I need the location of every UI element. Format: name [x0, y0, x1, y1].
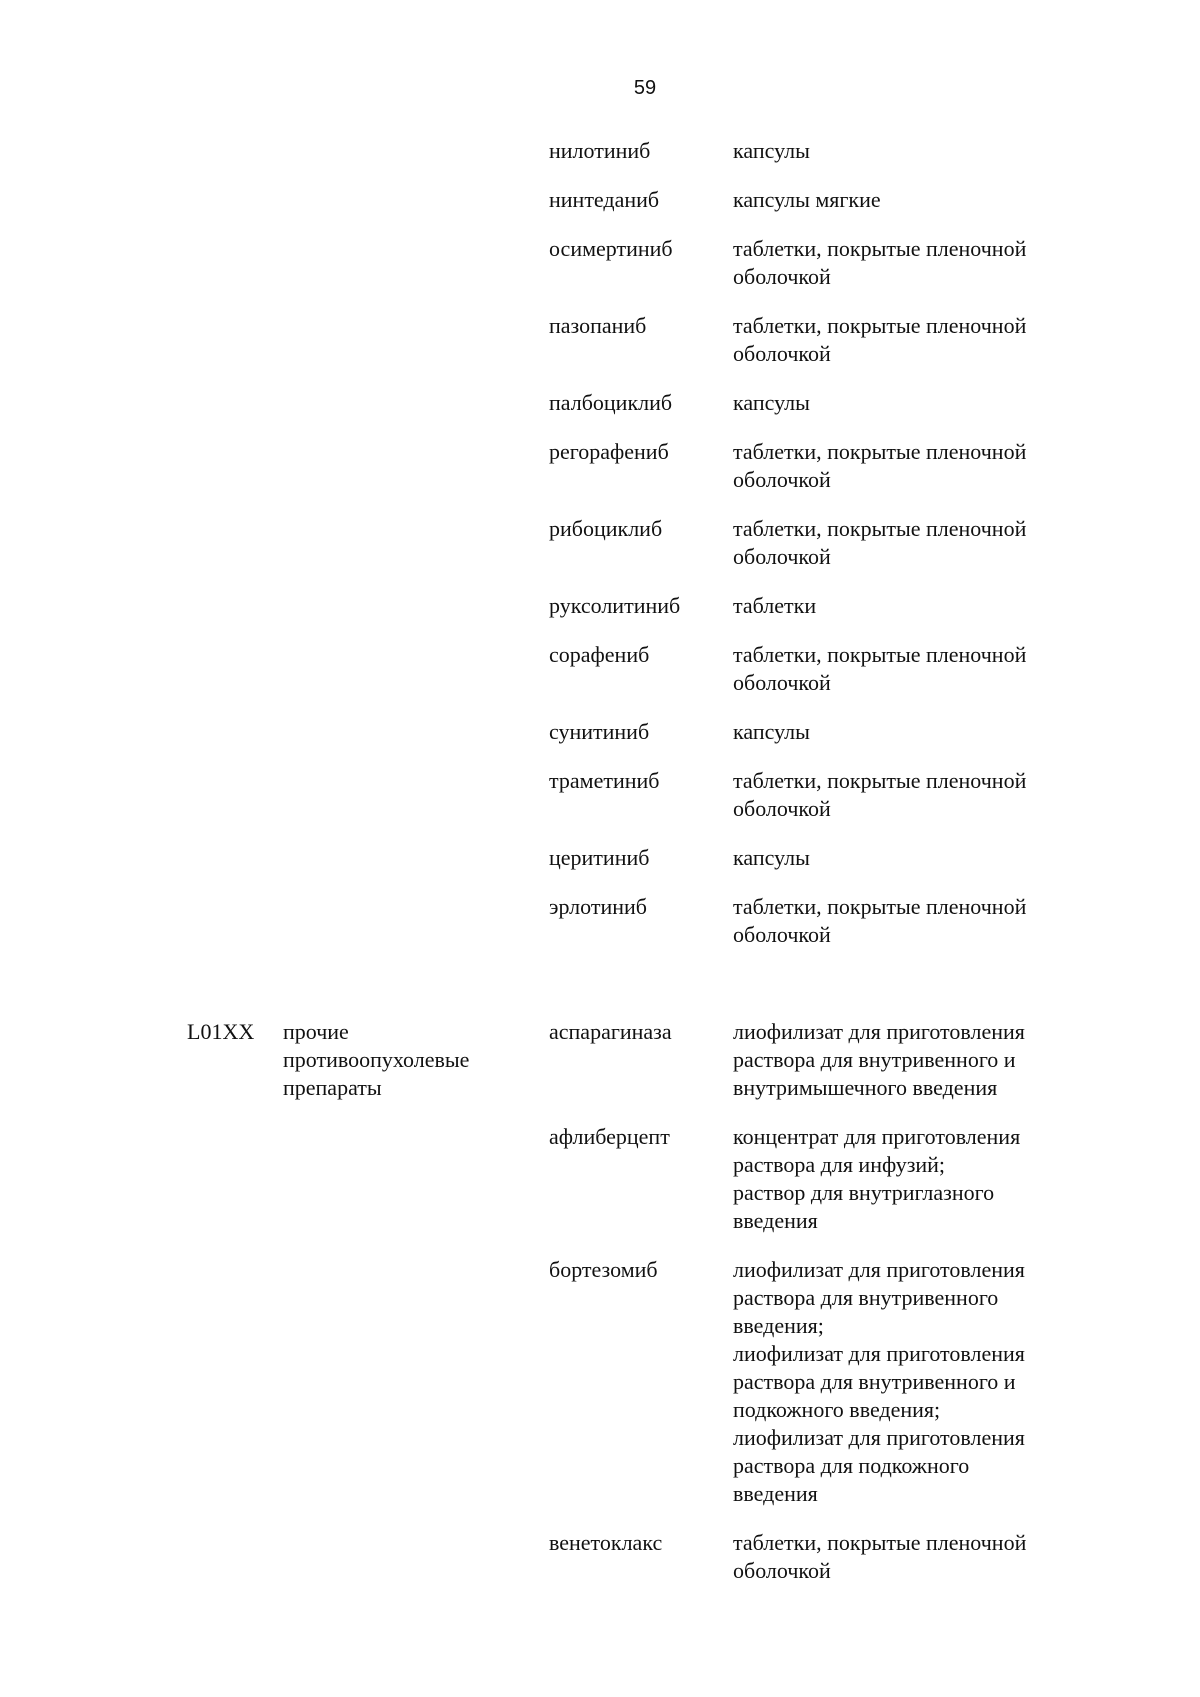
- drug-name: эрлотиниб: [549, 894, 647, 919]
- drug-name: осимертиниб: [549, 236, 673, 261]
- dosage-form: таблетки: [733, 593, 817, 618]
- dosage-form: лиофилизат для приготовления раствора для внутривенного введения; лиофилизат для приготовления раствора для внутривенного и подкожного введения; лиофилизат для приготовления раствора для подкожного введения: [733, 1257, 1025, 1506]
- dosage-form: капсулы: [733, 390, 810, 415]
- dosage-form: концентрат для приготовления раствора для инфузий; раствор для внутриглазного введения: [733, 1124, 1021, 1233]
- drug-name: рибоциклиб: [549, 516, 663, 541]
- drug-name: аспарагиназа: [549, 1019, 672, 1044]
- dosage-form: таблетки, покрытые пленочной оболочкой: [733, 768, 1027, 821]
- dosage-form: капсулы: [733, 719, 810, 744]
- drug-name: нилотиниб: [549, 138, 651, 163]
- drug-name: бортезомиб: [549, 1257, 658, 1282]
- dosage-form: таблетки, покрытые пленочной оболочкой: [733, 894, 1027, 947]
- drug-name: палбоциклиб: [549, 390, 673, 415]
- drug-name: венетоклакс: [549, 1530, 663, 1555]
- dosage-form: лиофилизат для приготовления раствора для внутривенного и внутримышечного введения: [733, 1019, 1025, 1100]
- dosage-form: таблетки, покрытые пленочной оболочкой: [733, 516, 1027, 569]
- dosage-form: таблетки, покрытые пленочной оболочкой: [733, 313, 1027, 366]
- drug-name: афлиберцепт: [549, 1124, 670, 1149]
- atc-group-name: прочие противоопухолевые препараты: [283, 1019, 470, 1100]
- drug-name: руксолитиниб: [549, 593, 681, 618]
- drug-name: церитиниб: [549, 845, 650, 870]
- drug-name: нинтеданиб: [549, 187, 660, 212]
- dosage-form: таблетки, покрытые пленочной оболочкой: [733, 642, 1027, 695]
- page-number: 59: [633, 77, 657, 99]
- drug-name: траметиниб: [549, 768, 660, 793]
- atc-code: L01XX: [187, 1019, 255, 1044]
- drug-name: регорафениб: [549, 439, 669, 464]
- drug-name: сунитиниб: [549, 719, 650, 744]
- dosage-form: капсулы: [733, 138, 810, 163]
- dosage-form: таблетки, покрытые пленочной оболочкой: [733, 236, 1027, 289]
- dosage-form: таблетки, покрытые пленочной оболочкой: [733, 439, 1027, 492]
- drug-name: пазопаниб: [549, 313, 647, 338]
- drug-name: сорафениб: [549, 642, 650, 667]
- dosage-form: таблетки, покрытые пленочной оболочкой: [733, 1530, 1027, 1583]
- dosage-form: капсулы: [733, 845, 810, 870]
- dosage-form: капсулы мягкие: [733, 187, 881, 212]
